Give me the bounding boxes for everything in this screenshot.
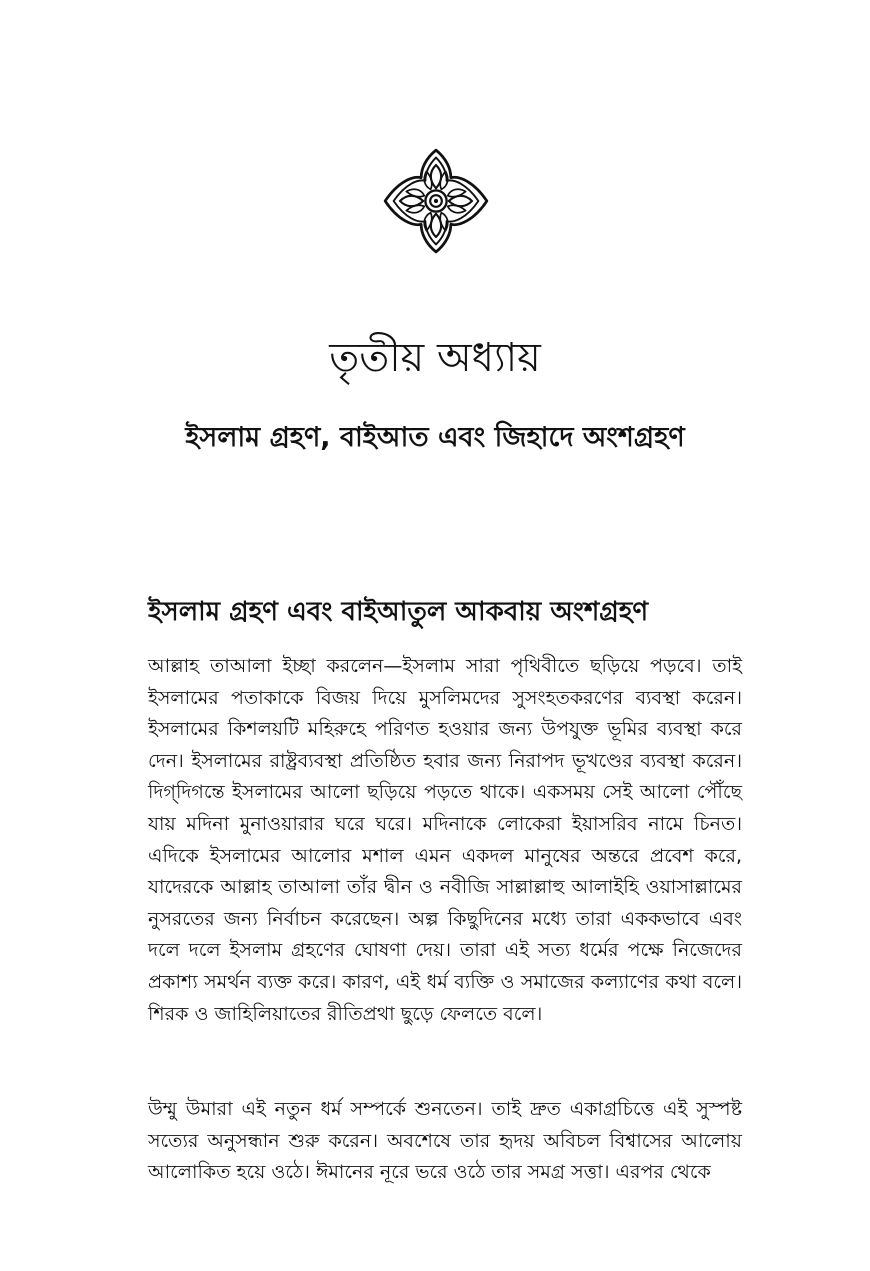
body-paragraph: আল্লাহ তাআলা ইচ্ছা করলেন—ইসলাম সারা পৃথিবীতে ছড়িয়ে পড়বে। তাই ইসলামের পতাকাকে বিজয় দিয়ে মুসলিমদের সুসংহতকরণের ব্যবস্থা করেন। ইসলামের কিশলয়টি মহিরুহে পরিণত হওয়ার জন্য উপযুক্ত ভূমির ব্যবস্থা করে দেন। ইসলামের রাষ্ট্রব্যবস্থা প্রতিষ্ঠিত হবার জন্য নিরাপদ ভূখণ্ডের ব্যবস্থা করেন। দিগ্‌দিগন্তে ইসলামের আলো ছড়িয়ে পড়তে থাকে। একসময় সেই আলো পৌঁছে যায় মদিনা মুনাওয়ারার ঘরে ঘরে। মদিনাকে লোকেরা ইয়াসরিব নামে চিনত। এদিকে ইসলামের আলোর মশাল এমন একদল মানুষের অন্তরে প্রবেশ করে, যাদেরকে আল্লাহ তাআলা তাঁর দ্বীন ও নবীজি সাল্লাল্লাহু আলাইহি ওয়াসাল্লামের নুসরতের জন্য নির্বাচন করেছেন। অল্প কিছুদিনের মধ্যে তারা এককভাবে এবং দলে দলে ইসলাম গ্রহণের ঘোষণা দেয়। তারা এই সত্য ধর্মের পক্ষে নিজেদের প্রকাশ্য সমর্থন ব্যক্ত করে। কারণ, এই ধর্ম ব্যক্তি ও সমাজের কল্যাণের কথা বলে। শিরক ও জাহিলিয়াতের রীতিপ্রথা ছুড়ে ফেলতে বলে।	[148, 655, 742, 1025]
body-paragraph: উম্মু উমারা এই নতুন ধর্ম সম্পর্কে শুনতেন। তাই দ্রুত একাগ্রচিত্তে এই সুস্পষ্ট সত্যের অনুসন্ধান শুরু করেন। অবশেষে তার হৃদয় অবিচল বিশ্বাসের আলোয় আলোকিত হয়ে ওঠে। ঈমানের নূরে ভরে ওঠে তার সমগ্র সত্তা। এরপর থেকে	[148, 1098, 742, 1184]
chapter-number: তৃতীয় অধ্যায়	[329, 335, 541, 381]
chapter-title: ইসলাম গ্রহণ, বাইআত এবং জিহাদে অংশগ্রহণ	[185, 422, 685, 453]
section-heading: ইসলাম গ্রহণ এবং বাইআতুল আকবায় অংশগ্রহণ	[148, 597, 649, 627]
lotus-ornament-icon	[383, 148, 489, 254]
